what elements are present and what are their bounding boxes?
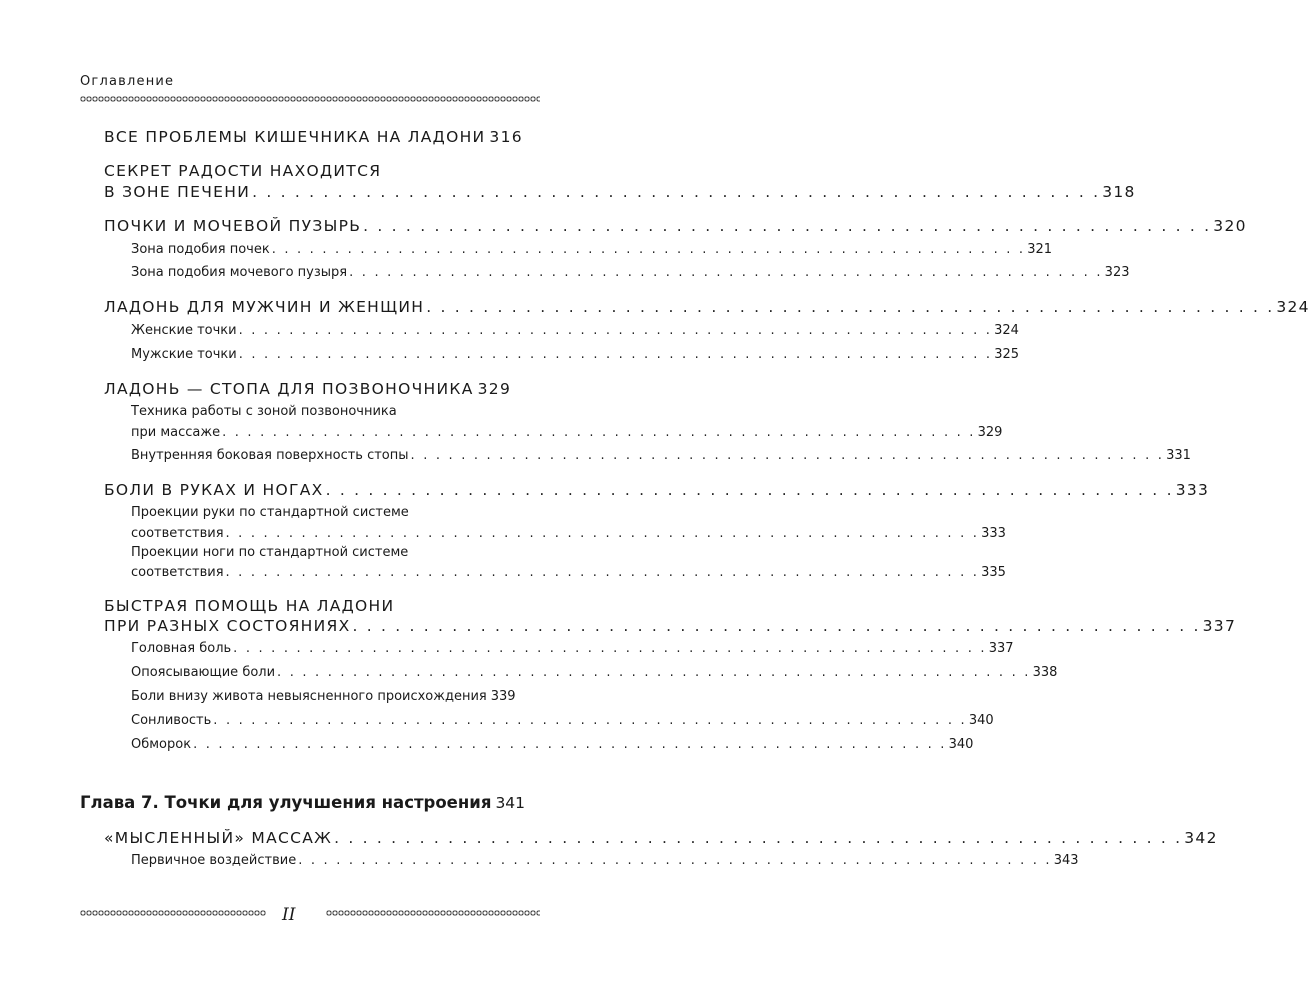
toc-page-number: 329 — [977, 425, 1003, 440]
toc-subsection-entry[interactable] — [131, 665, 1058, 680]
dot-leader: . . . . . . . . . . . . . . . . . . . . . . . . . . . . . . . . . . . . . . . . . . . . . . . . . . . . . . . . . . . . — [410, 448, 1165, 463]
toc-page-number: 316 — [489, 128, 523, 146]
toc-entry-title: Обморок — [131, 737, 192, 752]
toc-entry-title: Женские точки — [131, 323, 237, 338]
dot-leader: . . . . . . . . . . . . . . . . . . . . . . . . . . . . . . . . . . . . . . . . . . . . . . . . . . . . . . . . . . . . — [225, 565, 980, 580]
toc-entry-title-line1: СЕКРЕТ РАДОСТИ НАХОДИТСЯ — [104, 162, 382, 180]
toc-section-entry[interactable] — [104, 183, 1136, 201]
running-header-title: Оглавление — [80, 74, 175, 89]
toc-entry-title: Зона подобия мочевого пузыря — [131, 265, 348, 280]
dot-leader: . . . . . . . . . . . . . . . . . . . . . . . . . . . . . . . . . . . . . . . . . . . . . . . . . . . . . . . . . . . . — [277, 665, 1031, 680]
toc-chapter-entry[interactable] — [80, 793, 526, 812]
toc-entry-title-line1: Техника работы с зоной позвоночника — [131, 404, 397, 419]
dot-leader: . . . . . . . . . . . . . . . . . . . . . . . . . . . . . . . . . . . . . . . . . . . . . . . . . . . . . . . . . . . . — [334, 829, 1183, 847]
toc-entry-title: при массаже — [131, 425, 221, 440]
toc-entry-title: Первичное воздействие — [131, 853, 297, 868]
dot-leader: . . . . . . . . . . . . . . . . . . . . . . . . . . . . . . . . . . . . . . . . . . . . . . . . . . . . . . . . . . . . — [363, 217, 1212, 235]
dot-leader: . . . . . . . . . . . . . . . . . . . . . . . . . . . . . . . . . . . . . . . . . . . . . . . . . . . . . . . . . . . . — [298, 853, 1052, 868]
toc-entry-title: Сонливость — [131, 713, 212, 728]
toc-entry-title: «МЫСЛЕННЫЙ» МАССАЖ — [104, 829, 333, 847]
toc-subsection-entry[interactable] — [131, 713, 994, 728]
dot-leader: . . . . . . . . . . . . . . . . . . . . . . . . . . . . . . . . . . . . . . . . . . . . . . . . . . . . . . . . . . . . — [349, 265, 1103, 280]
toc-subsection-entry[interactable] — [131, 853, 1079, 868]
toc-subsection-entry[interactable] — [131, 737, 974, 752]
dot-leader: . . . . . . . . . . . . . . . . . . . . . . . . . . . . . . . . . . . . . . . . . . . . . . . . . . . . . . . . . . . . — [233, 641, 987, 656]
dot-leader: . . . . . . . . . . . . . . . . . . . . . . . . . . . . . . . . . . . . . . . . . . . . . . . . . . . . . . . . . . . . — [213, 713, 967, 728]
toc-page-number: 337 — [988, 641, 1014, 656]
dot-leader: . . . . . . . . . . . . . . . . . . . . . . . . . . . . . . . . . . . . . . . . . . . . . . . . . . . . . . . . . . . . — [271, 242, 1026, 257]
toc-entry-title: Опоясывающие боли — [131, 665, 276, 680]
toc-page-number: 320 — [1213, 217, 1247, 235]
toc-entry-title: соответствия — [131, 565, 224, 580]
toc-entry-title: ПРИ РАЗНЫХ СОСТОЯНИЯХ — [104, 617, 351, 635]
toc-page-number: 340 — [948, 737, 974, 752]
dot-leader: . . . . . . . . . . . . . . . . . . . . . . . . . . . . . . . . . . . . . . . . . . . . . . . . . . . . . . . . . . . . — [225, 526, 980, 541]
toc-section-entry[interactable] — [104, 829, 1218, 847]
toc-entry-title: Внутренняя боковая поверхность стопы — [131, 448, 409, 463]
toc-entry-title-line1: БЫСТРАЯ ПОМОЩЬ НА ЛАДОНИ — [104, 597, 395, 615]
toc-page-number: 323 — [1104, 265, 1130, 280]
toc-section-entry[interactable] — [104, 217, 1247, 235]
header-ornament-rule — [80, 96, 540, 102]
toc-subsection-entry[interactable] — [131, 425, 1003, 440]
toc-page-number: 343 — [1053, 853, 1079, 868]
toc-page-number: 335 — [981, 565, 1006, 580]
toc-subsection-entry[interactable] — [131, 565, 1006, 580]
toc-page-number: 331 — [1166, 448, 1191, 463]
toc-subsection-entry[interactable] — [131, 265, 1130, 280]
dot-leader: . . . . . . . . . . . . . . . . . . . . . . . . . . . . . . . . . . . . . . . . . . . . . . . . . . . . . . . . . . . . — [238, 323, 993, 338]
toc-page-number: 342 — [1184, 829, 1218, 847]
toc-subsection-entry[interactable] — [131, 347, 1020, 362]
toc-page-number: 329 — [477, 380, 512, 398]
toc-page-number: 318 — [1102, 183, 1136, 201]
toc-page-number: 333 — [981, 526, 1006, 541]
toc-page-number: 337 — [1202, 617, 1237, 635]
toc-page-number: 325 — [994, 347, 1020, 362]
toc-entry-title: Головная боль — [131, 641, 232, 656]
toc-entry-title-line1: Проекции руки по стандартной системе — [131, 505, 409, 520]
toc-subsection-entry[interactable] — [131, 242, 1053, 257]
toc-page-number: 333 — [1175, 481, 1210, 499]
toc-page-number: 321 — [1027, 242, 1053, 257]
dot-leader: . . . . . . . . . . . . . . . . . . . . . . . . . . . . . . . . . . . . . . . . . . . . . . . . . . . . . . . . . . . . — [352, 617, 1201, 635]
toc-entry-title-line1: Проекции ноги по стандартной системе — [131, 545, 409, 560]
toc-page-number: 324 — [994, 323, 1019, 338]
dot-leader: . . . . . . . . . . . . . . . . . . . . . . . . . . . . . . . . . . . . . . . . . . . . . . . . . . . . . . . . . . . . — [193, 737, 947, 752]
toc-entry-title: Боли внизу живота невыясненного происхождения — [131, 689, 487, 704]
toc-section-entry[interactable] — [104, 298, 1310, 316]
toc-entry-title: Зона подобия почек — [131, 242, 270, 257]
footer-ornament-left — [80, 910, 266, 916]
toc-page-number: 339 — [490, 689, 516, 704]
toc-subsection-entry[interactable] — [131, 689, 516, 704]
toc-subsection-entry[interactable] — [131, 323, 1019, 338]
toc-entry-title: Мужские точки — [131, 347, 237, 362]
toc-entry-title: ПОЧКИ И МОЧЕВОЙ ПУЗЫРЬ — [104, 217, 362, 235]
toc-subsection-entry[interactable] — [131, 448, 1191, 463]
dot-leader: . . . . . . . . . . . . . . . . . . . . . . . . . . . . . . . . . . . . . . . . . . . . . . . . . . . . . . . . . . . . — [252, 183, 1101, 201]
toc-page-number: 338 — [1032, 665, 1058, 680]
dot-leader: . . . . . . . . . . . . . . . . . . . . . . . . . . . . . . . . . . . . . . . . . . . . . . . . . . . . . . . . . . . . — [426, 298, 1275, 316]
toc-page-number: 341 — [495, 794, 526, 812]
dot-leader: . . . . . . . . . . . . . . . . . . . . . . . . . . . . . . . . . . . . . . . . . . . . . . . . . . . . . . . . . . . . — [238, 347, 993, 362]
toc-entry-title: соответствия — [131, 526, 224, 541]
toc-section-entry[interactable] — [104, 617, 1237, 635]
toc-entry-title: Глава 7. Точки для улучшения настроения — [80, 793, 492, 812]
toc-section-entry[interactable] — [104, 380, 512, 398]
dot-leader: . . . . . . . . . . . . . . . . . . . . . . . . . . . . . . . . . . . . . . . . . . . . . . . . . . . . . . . . . . . . — [325, 481, 1174, 499]
dot-leader: . . . . . . . . . . . . . . . . . . . . . . . . . . . . . . . . . . . . . . . . . . . . . . . . . . . . . . . . . . . . — [222, 425, 976, 440]
toc-section-entry[interactable] — [104, 128, 523, 146]
toc-entry-title: БОЛИ В РУКАХ И НОГАХ — [104, 481, 324, 499]
toc-subsection-entry[interactable] — [131, 526, 1006, 541]
toc-section-entry[interactable] — [104, 481, 1210, 499]
toc-page-number: 340 — [968, 713, 994, 728]
page-folio: II — [282, 905, 296, 925]
footer-ornament-right — [326, 910, 540, 916]
toc-entry-title: ЛАДОНЬ — СТОПА ДЛЯ ПОЗВОНОЧНИКА — [104, 380, 474, 398]
toc-subsection-entry[interactable] — [131, 641, 1014, 656]
toc-entry-title: В ЗОНЕ ПЕЧЕНИ — [104, 183, 251, 201]
toc-page-number: 324 — [1276, 298, 1310, 316]
toc-entry-title: ВСЕ ПРОБЛЕМЫ КИШЕЧНИКА НА ЛАДОНИ — [104, 128, 486, 146]
toc-entry-title: ЛАДОНЬ ДЛЯ МУЖЧИН И ЖЕНЩИН — [104, 298, 425, 316]
